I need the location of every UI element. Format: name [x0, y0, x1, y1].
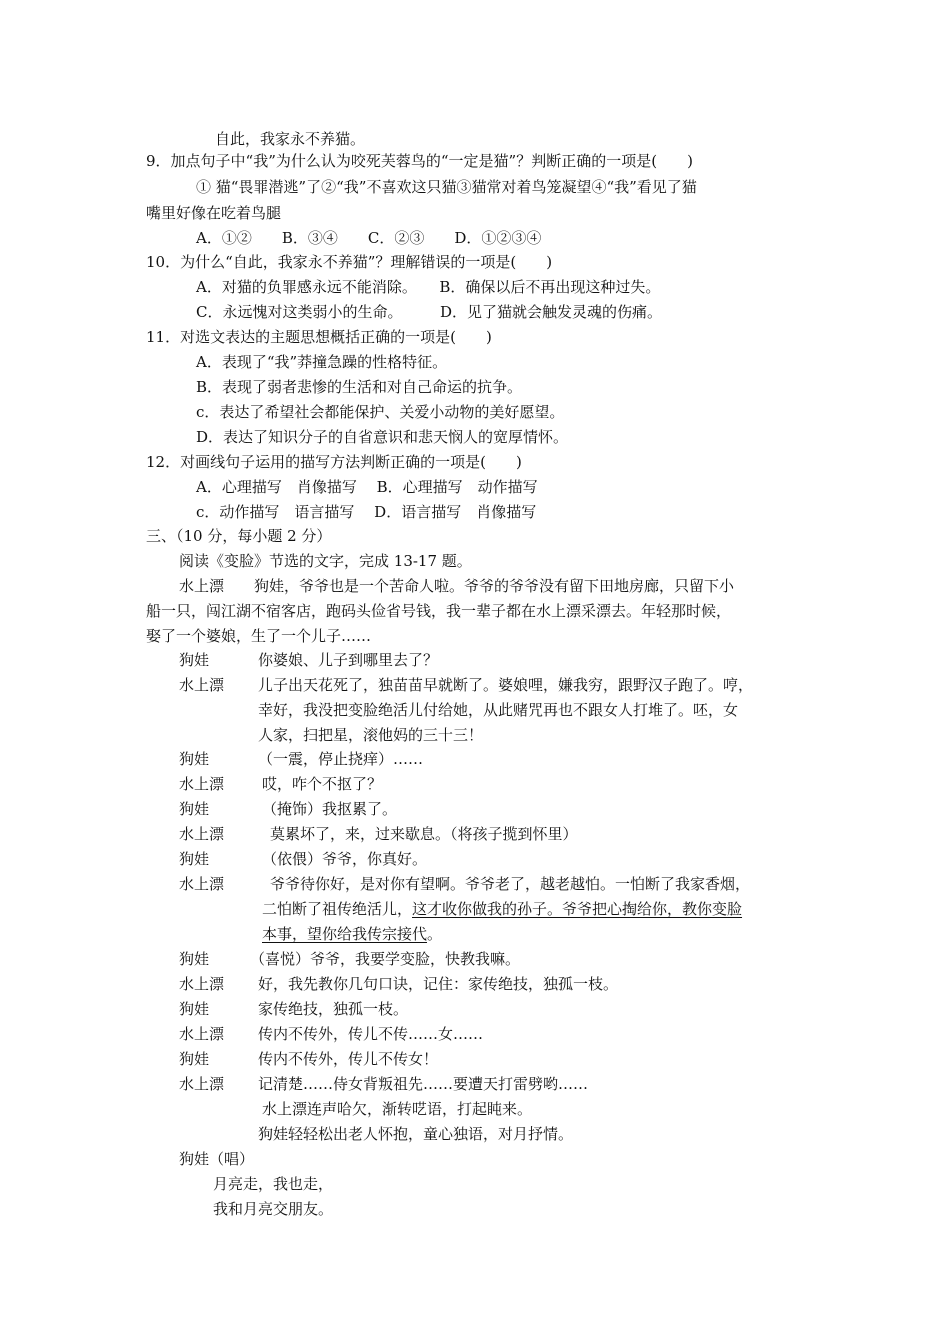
speaker-label: 狗娃	[179, 750, 210, 768]
text-line: 水上漂 狗娃，爷爷也是一个苦命人啦。爷爷的爷爷没有留下田地房廊，只留下小	[179, 577, 735, 595]
section-heading: 三、（10 分，每小题 2 分）	[146, 527, 332, 545]
dialogue-line: 传内不传外，传儿不传……女……	[258, 1025, 484, 1043]
text-line: 船一只，闯江湖不宿客店，跑码头俭省号钱，我一辈子都在水上漂采漂去。年轻那时候，	[146, 602, 732, 620]
speaker-label: 水上漂	[179, 775, 225, 793]
speaker-label: 水上漂	[179, 875, 225, 893]
dialogue-text: 。	[427, 925, 443, 943]
text-line: 自此，我家永不养猫。	[215, 130, 366, 148]
options-line: A．①② B．③④ C．②③ D．①②③④	[196, 229, 542, 247]
dialogue-line	[262, 899, 742, 919]
question-9: 9．加点句子中“我”为什么认为咬死芙蓉鸟的“一定是猫”？判断正确的一项是( )	[146, 152, 693, 170]
options-line: A．心理描写 肖像描写 B．心理描写 动作描写	[196, 478, 538, 496]
stage-direction: 狗娃轻轻松出老人怀抱，童心独语，对月抒情。	[258, 1125, 574, 1143]
speaker-label: 水上漂	[179, 676, 225, 694]
options-line: A．对猫的负罪感永远不能消除。 B．确保以后不再出现这种过失。	[196, 278, 661, 296]
dialogue-line: 记清楚……侍女背叛祖先……要遭天打雷劈哟……	[258, 1075, 589, 1093]
speaker-label: 狗娃	[179, 1050, 210, 1068]
underlined-sentence: 这才收你做我的孙子。爷爷把心掏给你，教你变脸	[412, 900, 743, 918]
options-line: C．永远愧对这类弱小的生命。 D．见了猫就会触发灵魂的伤痛。	[196, 303, 663, 321]
dialogue-line: 爷爷待你好，是对你有望啊。爷爷老了，越老越怕。一怕断了我家香烟，	[270, 875, 751, 893]
text-line: 嘴里好像在吃着鸟腿	[146, 204, 282, 222]
dialogue-text: 二怕断了祖传绝活儿，	[262, 900, 413, 918]
dialogue-line: （依偎）爷爷，你真好。	[262, 850, 428, 868]
speaker-label: 水上漂	[179, 975, 225, 993]
instruction-line: 阅读《变脸》节选的文字，完成 13-17 题。	[179, 552, 472, 570]
speaker-label: 狗娃	[179, 651, 210, 669]
question-10: 10．为什么“自此，我家永不养猫”？理解错误的一项是( )	[146, 253, 553, 271]
text-line: 娶了一个婆娘，生了一个儿子……	[146, 627, 372, 645]
options-line: A．表现了“我”莽撞急躁的性格特征。	[196, 353, 448, 371]
options-line: c．动作描写 语言描写 D．语言描写 肖像描写	[196, 503, 537, 521]
dialogue-line: 幸好，我没把变脸绝活儿付给她，从此赌咒再也不跟女人打堆了。呸，女	[258, 701, 739, 719]
speaker-label: 狗娃	[179, 850, 210, 868]
dialogue-line: 传内不传外，传儿不传女！	[258, 1050, 439, 1068]
speaker-label: 水上漂	[179, 825, 225, 843]
underlined-sentence: 本事，望你给我传宗接代	[262, 925, 428, 943]
dialogue-line	[262, 924, 442, 944]
song-line: 月亮走，我也走，	[213, 1175, 334, 1193]
question-12: 12．对画线句子运用的描写方法判断正确的一项是( )	[146, 453, 522, 471]
text-line: ① 猫“畏罪潜逃”了②“我”不喜欢这只猫③猫常对着鸟笼凝望④“我”看见了猫	[196, 178, 697, 196]
question-11: 11．对选文表达的主题思想概括正确的一项是( )	[146, 328, 492, 346]
speaker-label: 狗娃	[179, 950, 210, 968]
dialogue-line: 儿子出天花死了，独苗苗早就断了。婆娘哩，嫌我穷，跟野汉子跑了。哼，	[258, 676, 754, 694]
song-line: 我和月亮交朋友。	[213, 1200, 334, 1218]
speaker-label: 水上漂	[179, 1075, 225, 1093]
dialogue-line: （一震，停止挠痒）……	[258, 750, 424, 768]
dialogue-line: 好，我先教你几句口诀，记住：家传绝技，独孤一枝。	[258, 975, 619, 993]
options-line: c．表达了希望社会都能保护、关爱小动物的美好愿望。	[196, 403, 565, 421]
speaker-label: 水上漂	[179, 1025, 225, 1043]
options-line: D．表达了知识分子的自省意识和悲天悯人的宽厚情怀。	[196, 428, 569, 446]
dialogue-line: 人家，扫把星，滚他妈的三十三！	[258, 726, 484, 744]
dialogue-line: （喜悦）爷爷，我要学变脸，快教我嘛。	[250, 950, 521, 968]
stage-direction: 水上漂连声哈欠，渐转呓语，打起盹来。	[262, 1100, 533, 1118]
dialogue-line: （掩饰）我抠累了。	[262, 800, 398, 818]
speaker-label: 狗娃	[179, 800, 210, 818]
speaker-label: 狗娃	[179, 1000, 210, 1018]
dialogue-line: 你婆娘、儿子到哪里去了？	[258, 651, 439, 669]
dialogue-line: 哎，咋个不抠了？	[262, 775, 383, 793]
speaker-label: 狗娃（唱）	[179, 1150, 255, 1168]
dialogue-line: 家传绝技，独孤一枝。	[258, 1000, 409, 1018]
options-line: B．表现了弱者悲惨的生活和对自己命运的抗争。	[196, 378, 523, 396]
dialogue-line: 莫累坏了，来，过来歇息。（将孩子揽到怀里）	[270, 825, 578, 843]
